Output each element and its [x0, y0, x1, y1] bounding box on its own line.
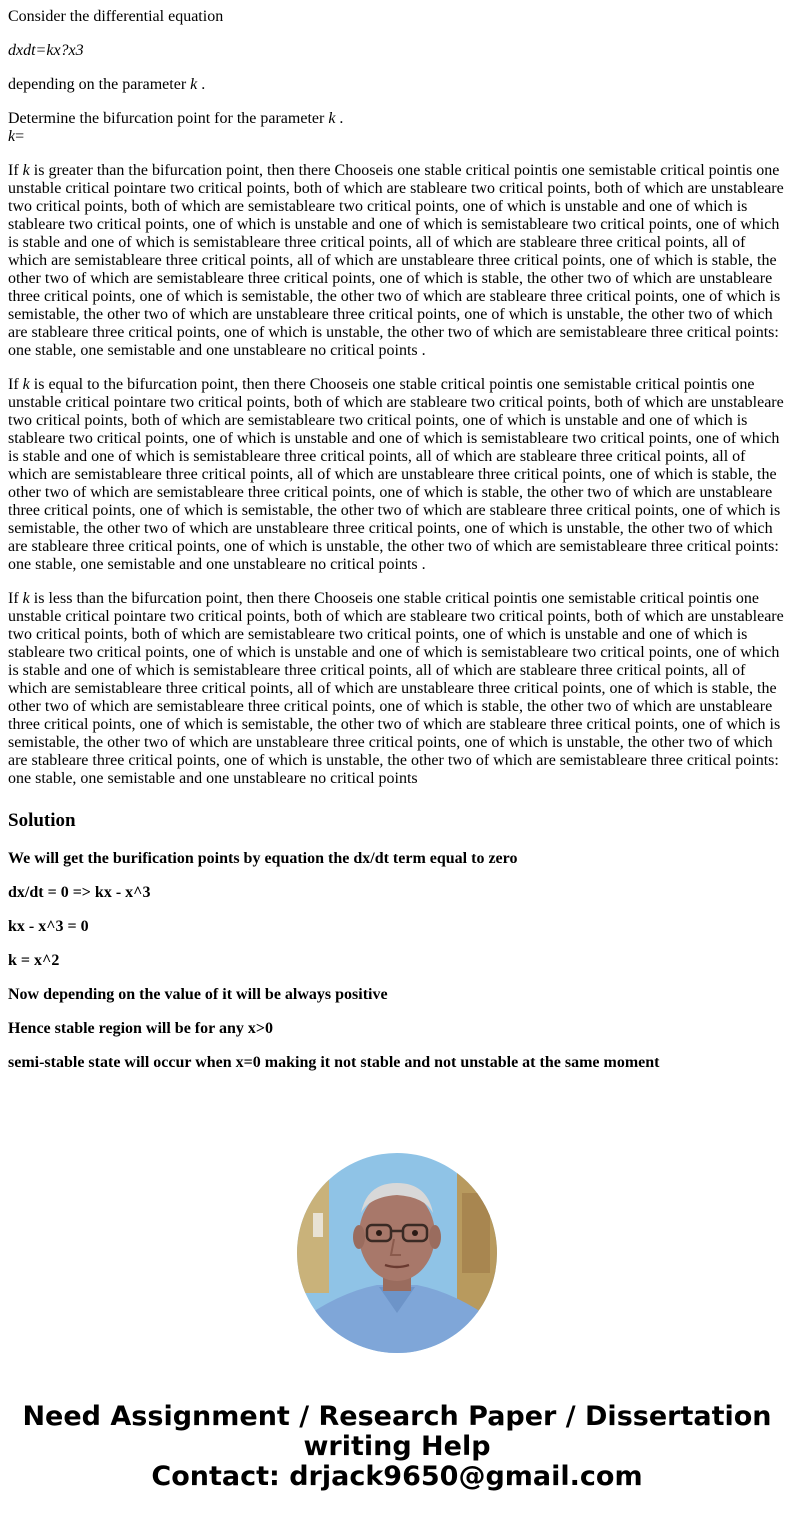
- determine-k: k: [328, 110, 336, 127]
- solution-line: Hence stable region will be for any x>0: [8, 1020, 273, 1037]
- answer-k-label: k: [8, 128, 16, 145]
- determine-line: [8, 110, 786, 146]
- equal-k: k: [22, 376, 30, 393]
- determine-prefix: Determine the bifurcation point for the parameter: [8, 110, 329, 127]
- solution-heading: Solution: [8, 810, 76, 831]
- solution-line: semi-stable state will occur when x=0 making it not stable and not unstable at the same moment: [8, 1054, 660, 1071]
- author-photo: [297, 1153, 497, 1353]
- less-case: [8, 590, 786, 788]
- solution-line: Now depending on the value of it will be always positive: [8, 986, 388, 1003]
- equal-choices[interactable]: is equal to the bifurcation point, then there Chooseis one stable critical pointis one semistable critical pointis one unstable critical pointare two critical points, both of which are stableare two critical points, both of which are unstableare two critical points, both of which are semistableare two critical points, one of which is unstable and one of which is stableare two critical points, one of which is unstable and one of which is semistableare two critical points, one of which is stable and one of which is semistableare three critical points, all of which are stableare three critical points, all of which are semistableare three critical points, all of which are unstableare three critical points, one of which is stable, the other two of which are semistableare three critical points, one of which is stable, the other two of which are unstableare three critical points, one of which is semistable, the other two of which are stableare three critical points, one of which is semistable, the other two of which are unstableare three critical points, one of which is unstable, the other two of which are stableare three critical points, one of which is unstable, the other two of which are semistableare three critical points: one stable, one semistable and one unstableare no critical points .: [8, 376, 784, 573]
- solution-line: kx - x^3 = 0: [8, 918, 89, 935]
- question-content: [8, 0, 786, 1088]
- answer-equals[interactable]: =: [15, 128, 25, 145]
- equal-case: [8, 376, 786, 574]
- parameter-line: [8, 76, 786, 94]
- greater-k: k: [22, 162, 30, 179]
- footer-contact[interactable]: Contact: drjack9650@gmail.com: [151, 1461, 643, 1492]
- intro-text: Consider the differential equation: [8, 8, 224, 25]
- solution-line: dx/dt = 0 => kx - x^3: [8, 884, 151, 901]
- less-prefix: If: [8, 590, 23, 607]
- solution-line: k = x^2: [8, 952, 60, 969]
- parameter-prefix: depending on the parameter: [8, 76, 191, 93]
- less-k: k: [22, 590, 30, 607]
- parameter-suffix: .: [197, 76, 206, 93]
- parameter-k: k: [190, 76, 198, 93]
- equal-prefix: If: [8, 376, 23, 393]
- footer-line-2: writing Help: [303, 1431, 491, 1462]
- greater-prefix: If: [8, 162, 23, 179]
- greater-choices[interactable]: is greater than the bifurcation point, then there Chooseis one stable critical pointis one semistable critical pointis one unstable critical pointare two critical points, both of which are stableare two critical points, both of which are unstableare two critical points, both of which are semistableare two critical points, one of which is unstable and one of which is stableare two critical points, one of which is unstable and one of which is semistableare two critical points, one of which is stable and one of which is semistableare three critical points, all of which are stableare three critical points, all of which are semistableare three critical points, all of which are unstableare three critical points, one of which is stable, the other two of which are semistableare three critical points, one of which is stable, the other two of which are unstableare three critical points, one of which is semistable, the other two of which are stableare three critical points, one of which is semistable, the other two of which are unstableare three critical points, one of which is unstable, the other two of which are stableare three critical points, one of which is unstable, the other two of which are semistableare three critical points: one stable, one semistable and one unstableare no critical points .: [8, 162, 784, 359]
- greater-case: [8, 162, 786, 360]
- solution-line: We will get the burification points by equation the dx/dt term equal to zero: [8, 850, 518, 867]
- footer-line-1: Need Assignment / Research Paper / Dissertation: [22, 1401, 772, 1432]
- footer-banner: [0, 1402, 794, 1492]
- author-photo-image: [297, 1153, 497, 1353]
- less-choices[interactable]: is less than the bifurcation point, then there Chooseis one stable critical pointis one semistable critical pointis one unstable critical pointare two critical points, both of which are stableare two critical points, both of which are unstableare two critical points, both of which are semistableare two critical points, one of which is unstable and one of which is stableare two critical points, one of which is unstable and one of which is semistableare two critical points, one of which is stable and one of which is semistableare three critical points, all of which are stableare three critical points, all of which are semistableare three critical points, all of which are unstableare three critical points, one of which is stable, the other two of which are semistableare three critical points, one of which is stable, the other two of which are unstableare three critical points, one of which is semistable, the other two of which are stableare three critical points, one of which is semistable, the other two of which are unstableare three critical points, one of which is unstable, the other two of which are stableare three critical points, one of which is unstable, the other two of which are semistableare three critical points: one stable, one semistable and one unstableare no critical points: [8, 590, 784, 787]
- determine-suffix: .: [335, 110, 344, 127]
- equation: dxdt=kx?x3: [8, 42, 84, 59]
